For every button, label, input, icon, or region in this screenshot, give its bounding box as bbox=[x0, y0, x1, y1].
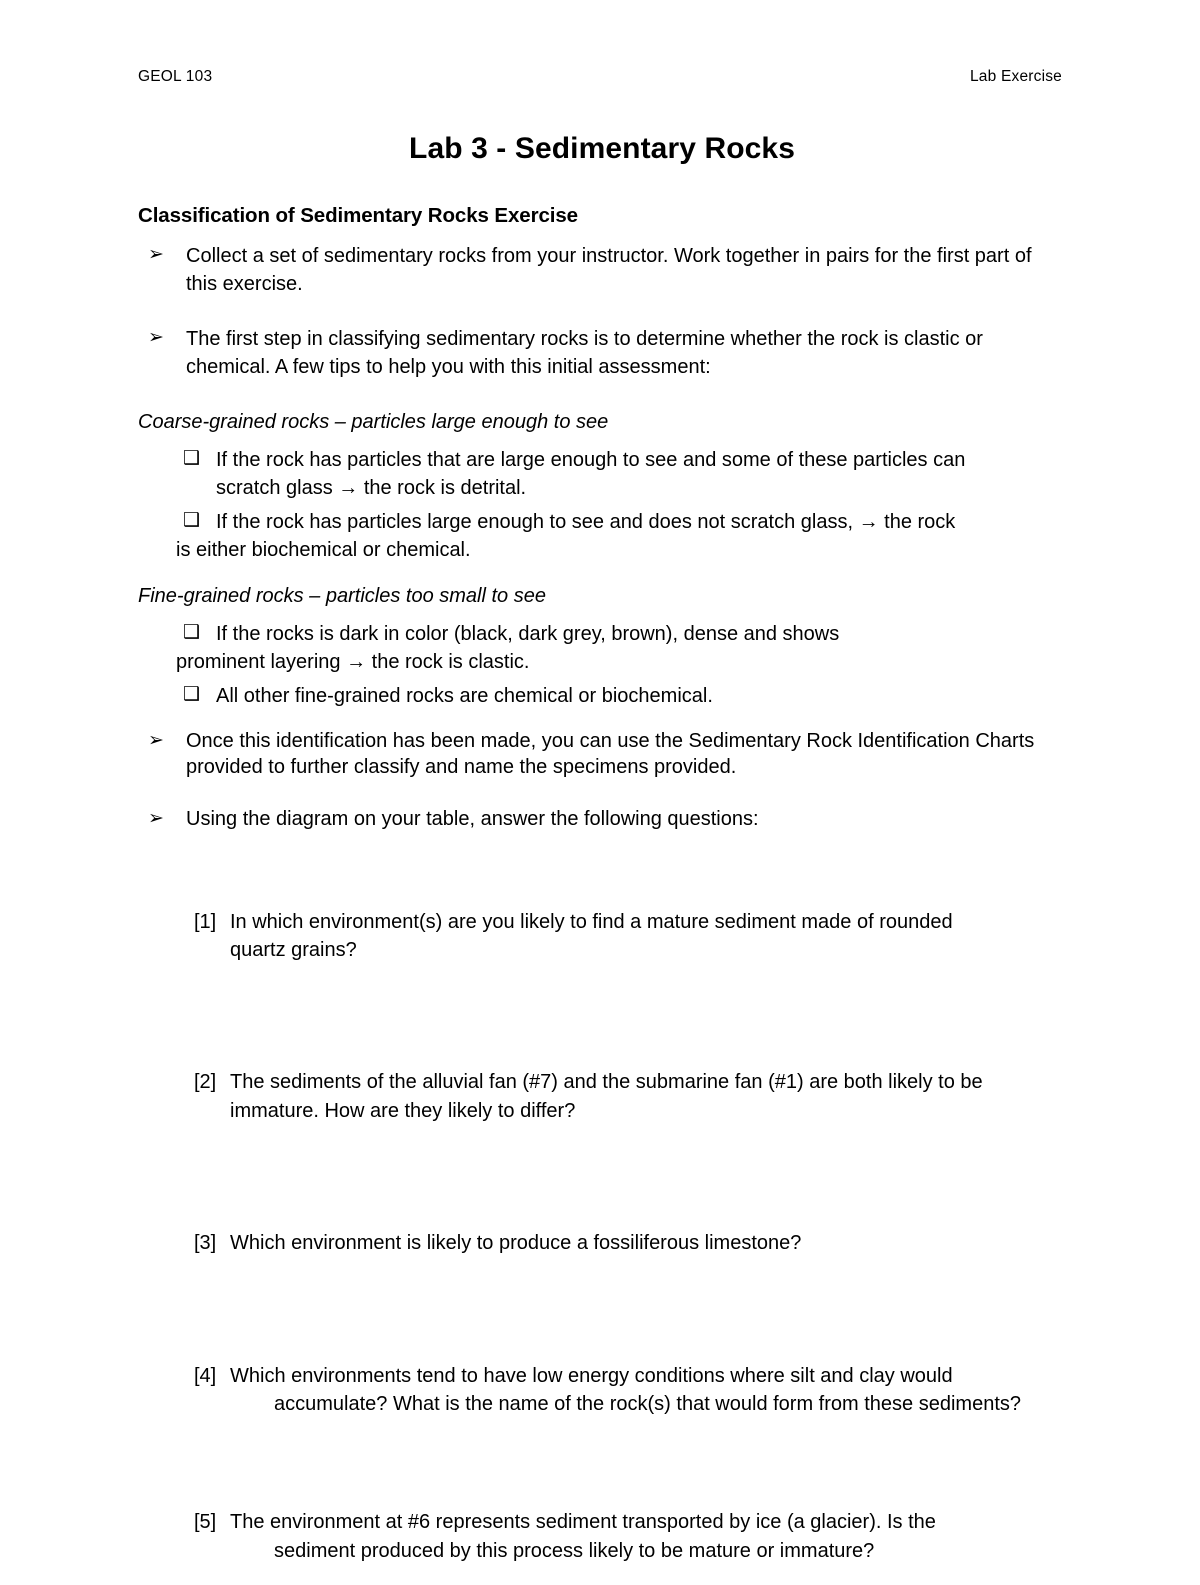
question-text-line: sediment produced by this process likely to be mature or immature? bbox=[274, 1539, 875, 1562]
section-heading: Classification of Sedimentary Rocks Exercise bbox=[138, 204, 578, 227]
coarse-grained-label: Coarse-grained rocks – particles large enough to see bbox=[138, 410, 609, 433]
bullet-collect-rocks bbox=[138, 242, 1066, 299]
header-course-code: GEOL 103 bbox=[138, 68, 213, 85]
running-header bbox=[138, 68, 1062, 86]
answer-space-3 bbox=[138, 1278, 1066, 1362]
arrow-bullet-icon: ➢ bbox=[148, 807, 164, 829]
document-body bbox=[138, 132, 1066, 1585]
arrow-bullet-icon: ➢ bbox=[148, 729, 164, 751]
question-text-line: immature. How are they likely to differ? bbox=[230, 1099, 576, 1122]
question-text-line: The sediments of the alluvial fan (#7) and the submarine fan (#1) are both likely to be bbox=[230, 1071, 983, 1094]
checklist-item-all-other-fine bbox=[138, 682, 1066, 710]
checklist-item-biochemical-or-chemical bbox=[138, 508, 1066, 564]
fine-grained-label: Fine-grained rocks – particles too small to see bbox=[138, 584, 546, 607]
question-text-line: Which environments tend to have low energy conditions where silt and clay would bbox=[230, 1364, 953, 1387]
bullet-text: Once this identification has been made, you can use the Sedimentary Rock Identification Charts provided to further classify and name the specimens provided. bbox=[186, 729, 1035, 778]
bullet-using-diagram bbox=[138, 806, 1066, 832]
checklist-item-line: is either biochemical or chemical. bbox=[176, 538, 471, 561]
question-1 bbox=[138, 908, 1066, 965]
question-2 bbox=[138, 1068, 1066, 1125]
checkbox-icon: ❑ bbox=[183, 447, 201, 469]
checklist-item-line: If the rock has particles that are large enough to see and some of these particles can bbox=[216, 448, 966, 471]
checklist-item-line: All other fine-grained rocks are chemical or biochemical. bbox=[216, 684, 713, 707]
checklist-item-line: prominent layering → the rock is clastic. bbox=[176, 650, 530, 673]
bullet-text: The first step in classifying sedimentary rocks is to determine whether the rock is clastic or chemical. A few tips to help you with this initial assessment: bbox=[186, 327, 983, 379]
question-number: [5] bbox=[194, 1511, 217, 1534]
question-3 bbox=[138, 1229, 1066, 1257]
checkbox-icon: ❑ bbox=[183, 509, 201, 531]
bullet-text: Collect a set of sedimentary rocks from your instructor. Work together in pairs for the first part of this exercise. bbox=[186, 245, 1032, 296]
answer-space-1 bbox=[138, 984, 1066, 1068]
answer-space-4 bbox=[138, 1438, 1066, 1508]
spacer bbox=[138, 858, 1066, 908]
bullet-text: Using the diagram on your table, answer the following questions: bbox=[186, 807, 759, 830]
coarse-grained-group bbox=[138, 408, 1066, 564]
checklist-item-detrital bbox=[138, 446, 1066, 502]
question-text-line: Which environment is likely to produce a fossiliferous limestone? bbox=[230, 1232, 802, 1255]
question-number: [1] bbox=[194, 910, 217, 933]
header-document-type: Lab Exercise bbox=[969, 68, 1062, 85]
question-number: [3] bbox=[194, 1232, 217, 1255]
question-number: [2] bbox=[194, 1071, 217, 1094]
checklist-item-dark-clastic bbox=[138, 620, 1066, 676]
checkbox-icon: ❑ bbox=[183, 621, 201, 643]
checkbox-icon: ❑ bbox=[183, 683, 201, 705]
arrow-bullet-icon: ➢ bbox=[148, 244, 164, 265]
answer-space-2 bbox=[138, 1145, 1066, 1229]
bullet-first-step bbox=[138, 325, 1066, 382]
bullet-identification-charts bbox=[138, 728, 1066, 780]
question-5 bbox=[138, 1508, 1066, 1565]
question-text-line: accumulate? What is the name of the rock(s) that would form from these sediments? bbox=[274, 1392, 1021, 1415]
question-4 bbox=[138, 1362, 1066, 1419]
checklist-item-line: If the rock has particles large enough to see and does not scratch glass, → the rock bbox=[216, 510, 956, 533]
question-text-line: The environment at #6 represents sediment transported by ice (a glacier). Is the bbox=[230, 1511, 936, 1534]
question-number: [4] bbox=[194, 1364, 217, 1387]
question-text-line: quartz grains? bbox=[230, 938, 357, 961]
page-title: Lab 3 - Sedimentary Rocks bbox=[409, 132, 795, 165]
question-text-line: In which environment(s) are you likely to find a mature sediment made of rounded bbox=[230, 910, 953, 933]
fine-grained-group bbox=[138, 582, 1066, 710]
arrow-bullet-icon: ➢ bbox=[148, 326, 164, 348]
checklist-item-line: If the rocks is dark in color (black, dark grey, brown), dense and shows bbox=[216, 622, 840, 645]
checklist-item-line: scratch glass → the rock is detrital. bbox=[216, 476, 527, 499]
